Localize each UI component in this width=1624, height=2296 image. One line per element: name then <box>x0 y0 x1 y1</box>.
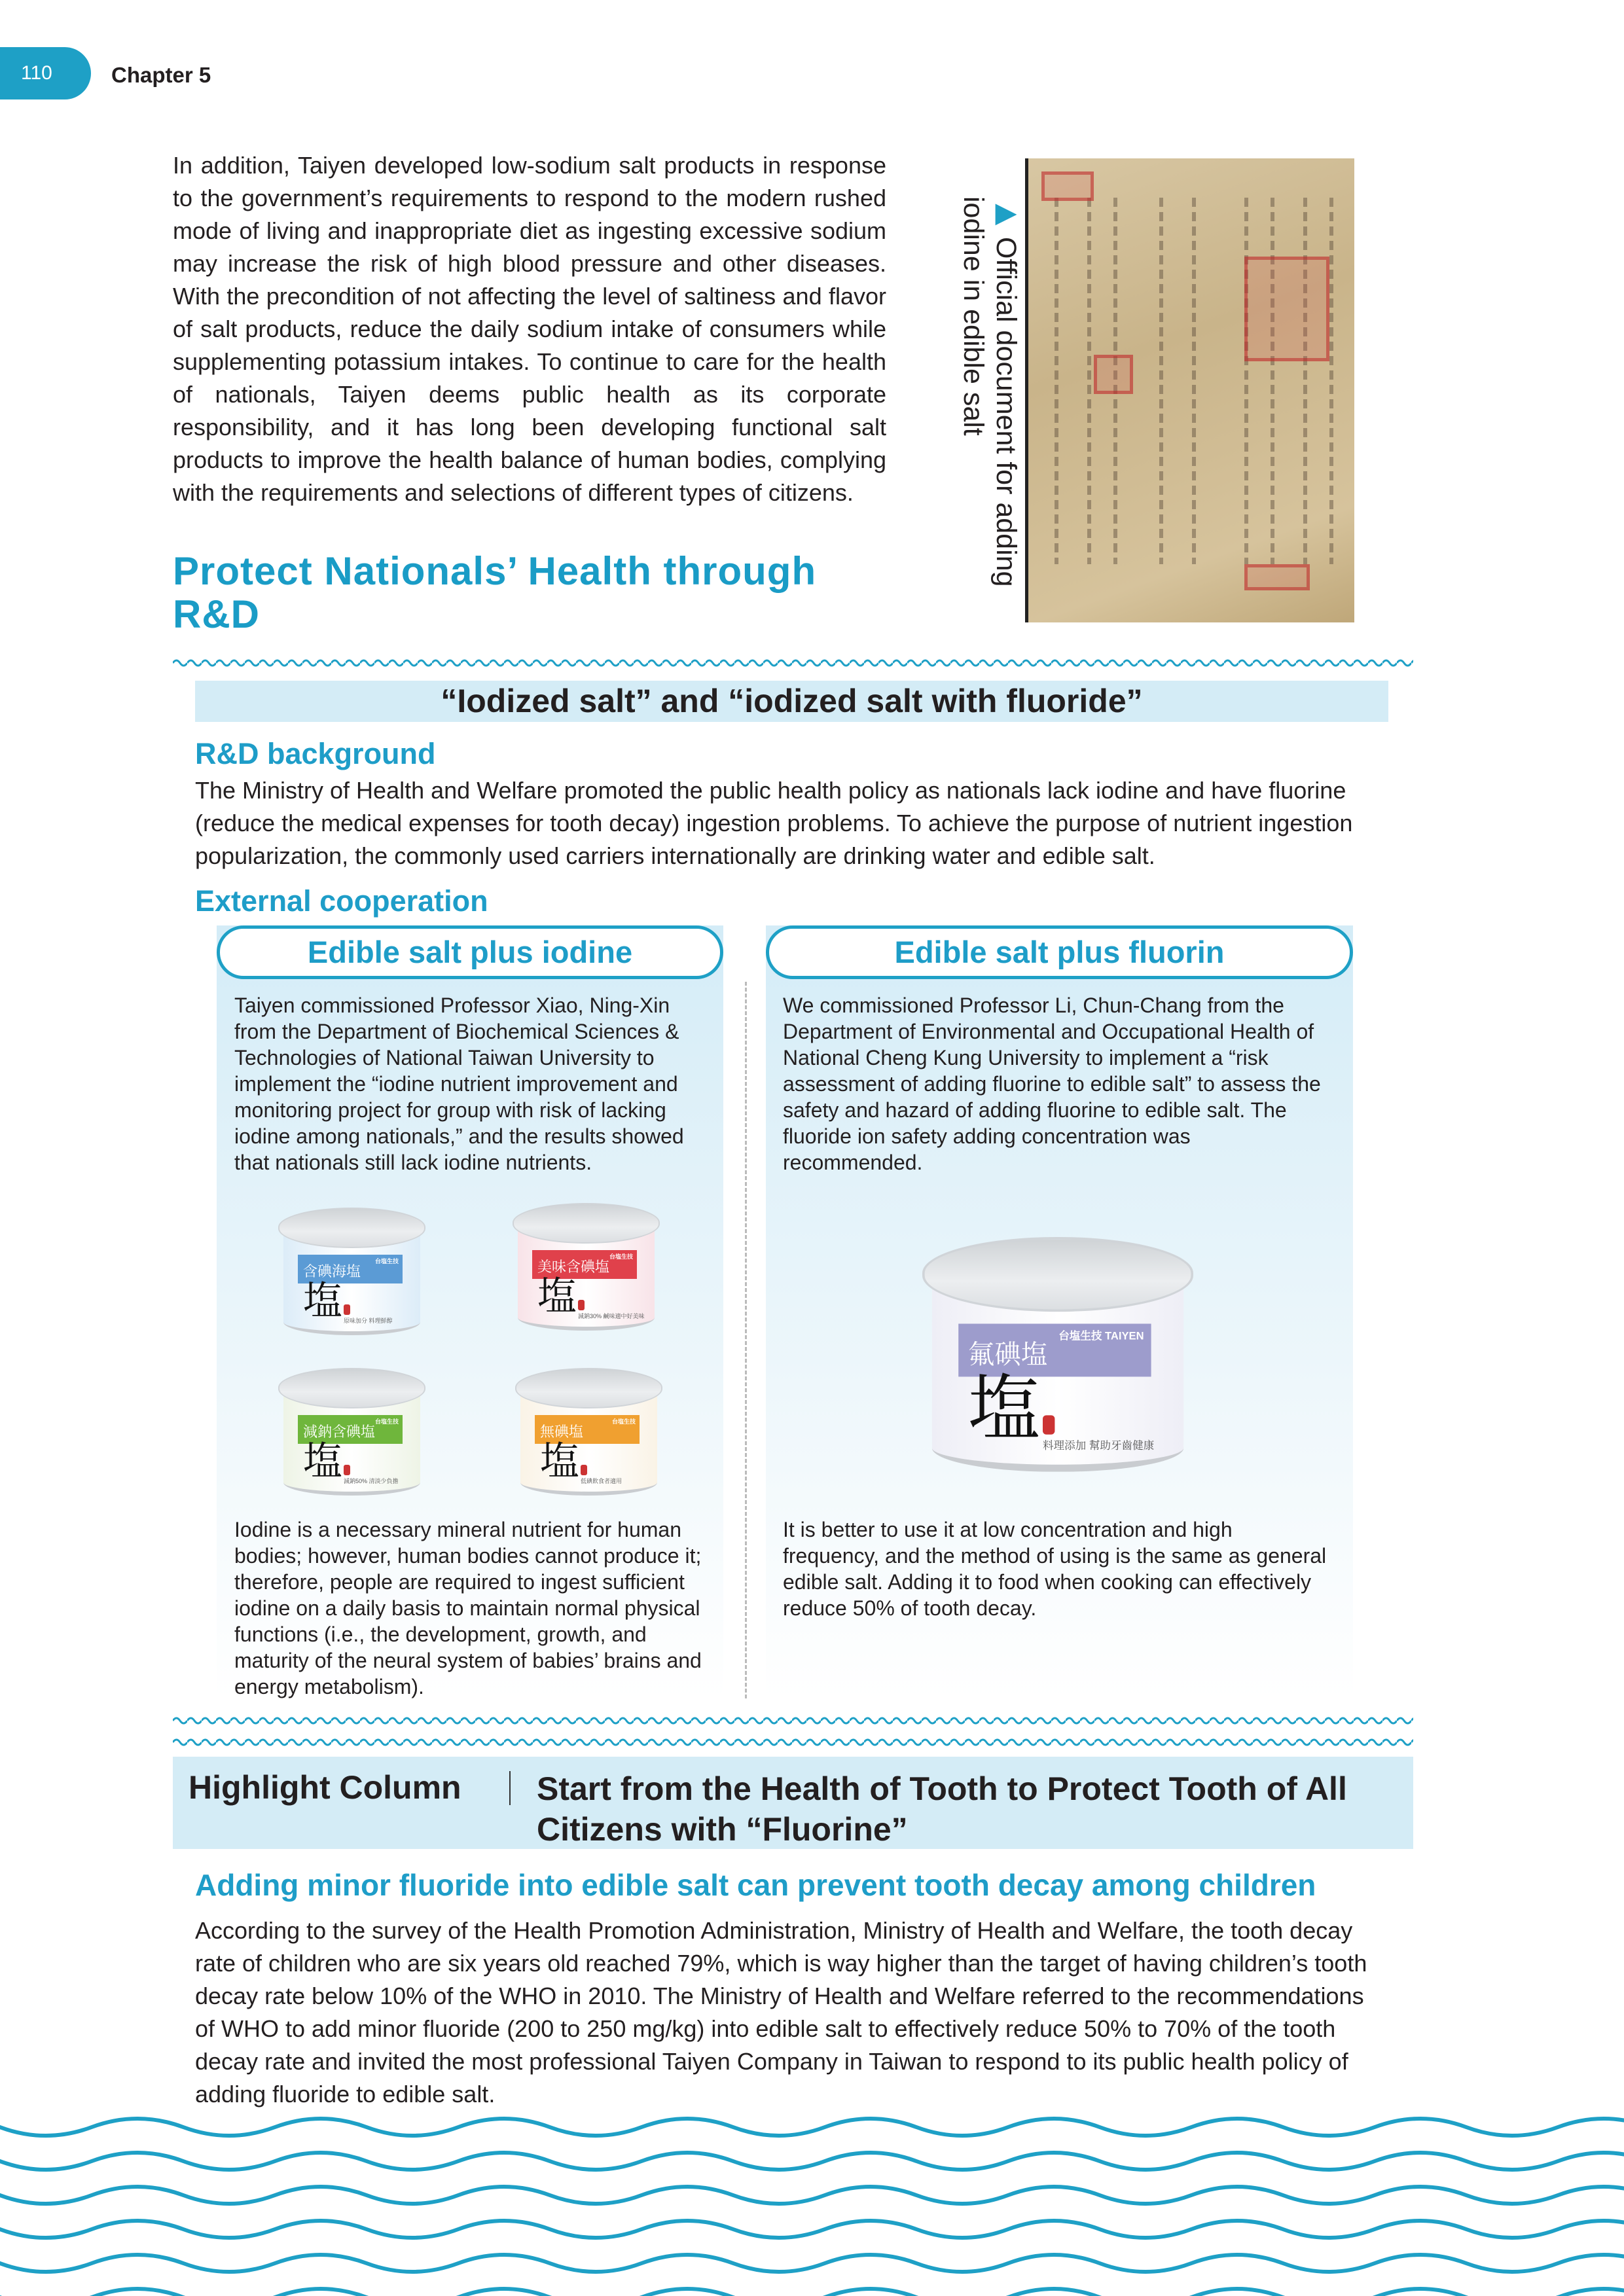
can-salt-character: 塩 <box>303 1439 342 1484</box>
wave-line <box>0 2221 1624 2238</box>
seal-icon <box>581 1465 587 1475</box>
caption-marker-icon: ▶ <box>990 196 1022 229</box>
can-brand: 台塩生技 <box>374 1258 399 1265</box>
can-title: 氟碘塩 <box>967 1339 1048 1370</box>
wave-line <box>0 2255 1624 2272</box>
can-brand: 台塩生技 TAIYEN <box>1058 1329 1144 1342</box>
can-salt-character: 塩 <box>303 1278 342 1324</box>
can-lid <box>278 1208 425 1248</box>
page-number: 110 <box>0 47 91 99</box>
decorative-waves <box>0 2111 1624 2296</box>
chapter-label: Chapter 5 <box>111 63 211 87</box>
intro-paragraph: In addition, Taiyen developed low-sodium salt products in response to the government’s requirements to respond to the modern rushed mode of living and inappropriate diet as ingesting excessive sodium may increase the risk of high blood pressure and other diseases. With the precondition of not affecting the level of saltiness and flavor of salt products, reduce the daily sodium intake of consumers while supplementing potassium intakes. To continue to care for the health of nationals, Taiyen deems public health as its corporate responsibility, and it has long been developing functional salt products to improve the health balance of human bodies, complying with the requirements and selections of different types of citizens. <box>173 152 886 506</box>
can-title: 含碘海塩 <box>303 1263 361 1280</box>
closing-paragraph: According to the survey of the Health Promotion Administration, Ministry of Health and Welfare, the tooth decay rate of children who are six years old reached 79%, which is way higher than the target of having children’s tooth decay rate below 10% of the WHO in 2010. The Ministry of Health and Welfare referred to the recommendations of WHO to add minor fluoride (200 to 250 mg/kg) into edible salt to effectively reduce 50% to 70% of the tooth decay rate and invited the most professional Taiyen Company in Taiwan to respond to its public health policy of adding fluoride to edible salt. <box>195 1917 1367 2108</box>
wavy-divider <box>173 1714 1413 1727</box>
salt-can-image <box>278 1208 425 1335</box>
left-column-title: Edible salt plus iodine <box>217 925 723 979</box>
wave-line <box>0 2187 1624 2204</box>
highlight-separator <box>509 1771 511 1805</box>
right-text-1: We commissioned Professor Li, Chun-Chang from the Department of Environmental and Occupational Health of National Cheng Kung University to implement a “risk assessment of adding fluorine to edible salt” to assess the safety and hazard of adding fluorine to edible salt. The fluoride ion safety adding concentration was recommended. <box>783 994 1321 1174</box>
right-column-title: Edible salt plus fluorin <box>766 925 1353 979</box>
seal-icon <box>344 1304 350 1315</box>
right-text-2: It is better to use it at low concentration and high frequency, and the method of using is the same as general edible salt. Adding it to food when cooking can effectively reduce 50% of tooth decay. <box>783 1518 1327 1620</box>
can-title: 美味含碘塩 <box>537 1259 610 1275</box>
topic-banner: “Iodized salt” and “iodized salt with fluoride” <box>195 681 1388 722</box>
left-text-2: Iodine is a necessary mineral nutrient for human bodies; however, human bodies cannot produce it; therefore, people are required to ingest sufficient iodine on a daily basis to maintain normal physical functions (i.e., the development, growth, and maturity of the neural system of babies’ brains and energy metabolism). <box>234 1518 702 1698</box>
column-divider <box>745 982 747 1698</box>
can-lid <box>515 1368 662 1408</box>
highlight-label: Highlight Column <box>189 1769 461 1806</box>
section-title: Protect Nationals’ Health through R&D <box>173 549 817 636</box>
external-heading: External cooperation <box>195 884 488 918</box>
wavy-divider <box>173 656 1413 670</box>
can-tagline: 料理添加 幫助牙齒健康 <box>1043 1439 1155 1452</box>
can-lid <box>278 1368 425 1408</box>
highlight-title: Start from the Health of Tooth to Protect Tooth of All Citizens with “Fluorine” <box>537 1770 1347 1848</box>
can-tagline: 減鈉30% 鹹味適中好美味 <box>578 1313 645 1319</box>
can-tagline: 減鈉50% 清淡少負擔 <box>344 1478 399 1484</box>
seal-icon <box>1043 1415 1055 1434</box>
can-brand: 台塩生技 <box>611 1418 636 1425</box>
can-salt-character: 塩 <box>537 1274 577 1319</box>
can-tagline: 低碘飲食者適用 <box>581 1478 623 1484</box>
wave-line <box>0 2153 1624 2170</box>
rd-heading: R&D background <box>195 737 436 770</box>
can-title: 減鈉含碘塩 <box>303 1424 376 1440</box>
can-lid <box>922 1237 1193 1312</box>
can-lid <box>513 1203 660 1244</box>
wavy-divider <box>173 1736 1413 1749</box>
can-brand: 台塩生技 <box>374 1418 399 1425</box>
photo-caption <box>957 196 1022 628</box>
wave-line <box>0 2119 1624 2136</box>
can-tagline: 原味加分 料理鮮醇 <box>344 1318 393 1324</box>
can-brand: 台塩生技 <box>609 1253 633 1260</box>
can-salt-character: 塩 <box>540 1439 579 1484</box>
seal-icon <box>578 1300 585 1310</box>
caption-text: Official document for adding iodine in edible salt <box>958 196 1022 587</box>
rd-text: The Ministry of Health and Welfare promoted the public health policy as nationals lack iodine and have fluorine (reduce the medical expenses for tooth decay) ingestion problems. To achieve the purpose of nutrient ingestion popularization, the commonly used carriers internationally are drinking water and edible salt. <box>195 777 1353 869</box>
salt-can-image <box>278 1368 425 1496</box>
can-title: 無碘塩 <box>540 1424 584 1440</box>
wave-line <box>0 2289 1624 2296</box>
can-salt-character: 塩 <box>967 1367 1041 1452</box>
salt-can-image <box>515 1368 662 1496</box>
highlight-column-banner <box>173 1757 1413 1849</box>
subheading: Adding minor fluoride into edible salt can prevent tooth decay among children <box>195 1868 1316 1902</box>
salt-can-image <box>513 1203 660 1331</box>
official-document-photo <box>1025 158 1354 622</box>
left-text-1: Taiyen commissioned Professor Xiao, Ning-Xin from the Department of Biochemical Sciences & Technologies of National Taiwan University to implement the “iodine nutrient improvement and monitoring project for group with risk of lacking iodine among nationals,” and the results showed that nationals still lack iodine nutrients. <box>234 994 684 1174</box>
seal-icon <box>344 1465 350 1475</box>
salt-can-image <box>922 1237 1193 1472</box>
